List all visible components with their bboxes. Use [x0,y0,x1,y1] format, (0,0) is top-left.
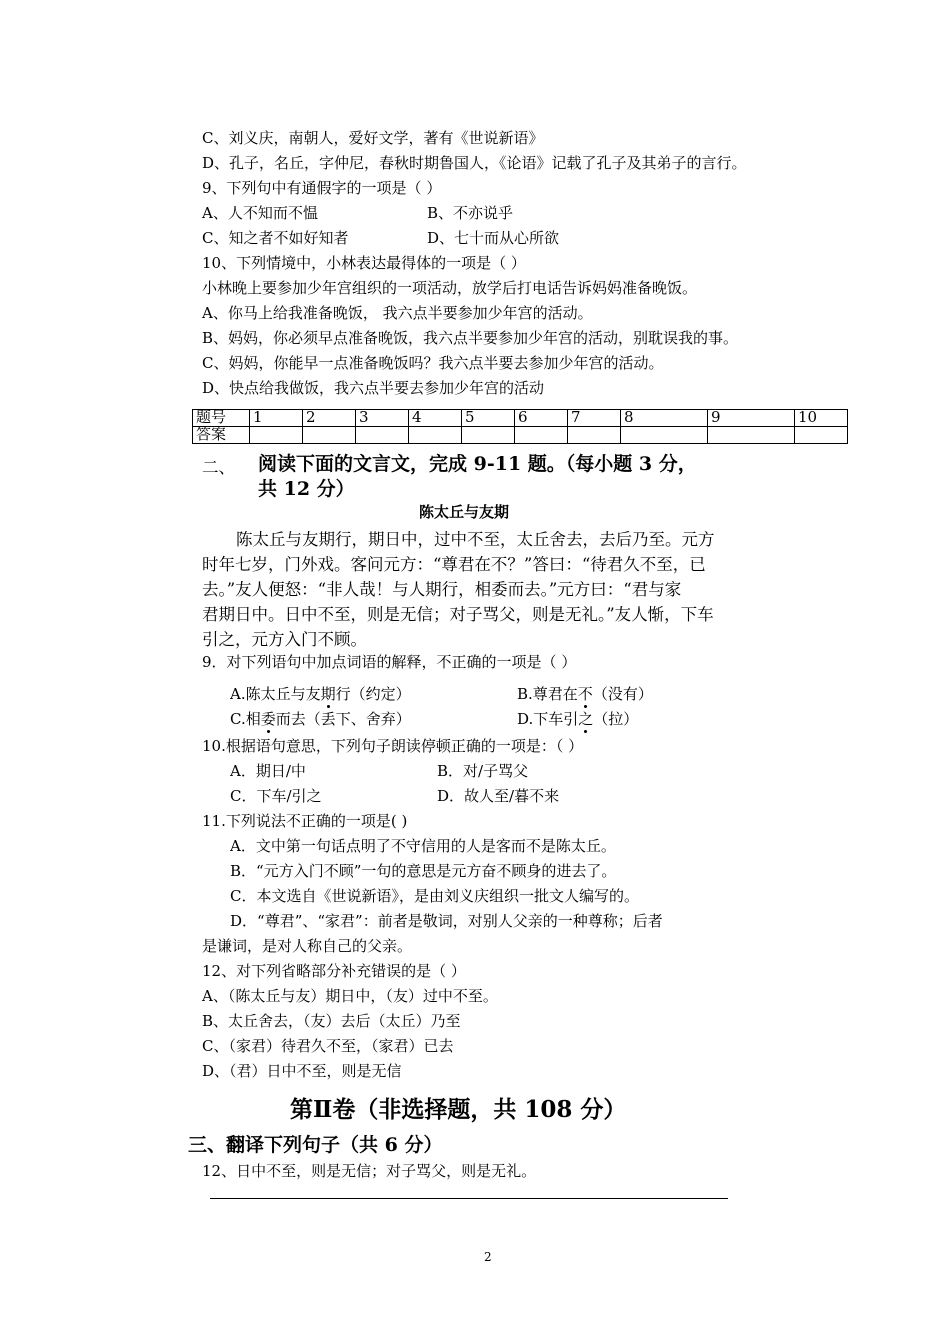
q10-option-d: D、快点给我做饭，我六点半要去参加少年宫的活动 [202,379,545,397]
answer-cell[interactable] [708,427,795,444]
dotted-word: 委 [260,710,276,728]
table-cell-number: 2 [303,410,356,427]
classical-q9-option-c [230,708,411,729]
classical-q10-option-b: B．对/子骂父 [437,762,529,780]
classical-q10-stem: 10.根据语句意思，下列句子朗读停顿正确的一项是：（ ） [202,737,584,755]
classical-q10-option-d: D．故人至/暮不来 [437,787,560,805]
classical-q11-option-d-cont: 是谦词，是对人称自己的父亲。 [202,937,413,955]
volume-2-title: 第Ⅱ卷（非选择题，共 108 分） [290,1096,627,1123]
answer-cell[interactable] [409,427,462,444]
q10-option-a: A、你马上给我准备晚饭， 我六点半要参加少年宫的活动。 [202,304,593,322]
answer-line[interactable] [210,1198,728,1199]
q10-option-c: C、妈妈，你能早一点准备晚饭吗？我六点半要去参加少年宫的活动。 [202,354,664,372]
table-answer-label: 答案 [193,427,250,444]
section-2-number: 二、 [202,458,235,477]
q10-context: 小林晚上要参加少年宫组织的一项活动，放学后打电话告诉妈妈准备晚饭。 [202,279,698,297]
passage-line: 陈太丘与友期行，期日中，过中不至，太丘舍去，去后乃至。元方 [236,530,715,549]
classical-q10-option-c: C．下车/引之 [230,787,322,805]
passage-line: 君期日中。日中不至，则是无信；对子骂父，则是无礼。”友人惭，下车 [202,605,714,624]
answer-cell[interactable] [462,427,515,444]
section-3-heading: 三、翻译下列句子（共 6 分） [188,1134,443,1156]
table-cell-number: 5 [462,410,515,427]
table-cell-number: 8 [621,410,708,427]
option-text: D.下车引 [517,710,579,728]
classical-q11-stem: 11.下列说法不正确的一项是( ) [202,812,408,830]
dotted-word: 不 [577,685,593,703]
passage-line: 时年七岁，门外戏。客问元方：“尊君在不？”答曰：“待君久不至，已 [202,555,706,574]
classical-q10-option-a: A．期日/中 [230,762,306,780]
classical-q11-option-d: D．“尊君”、“家君”：前者是敬词，对别人父亲的一种尊称；后者 [230,912,663,930]
table-cell-number: 7 [568,410,621,427]
classical-q12-option-d: D、（君）日中不至，则是无信 [202,1062,402,1080]
q8-option-d: D、孔子，名丘，字仲尼，春秋时期鲁国人，《论语》记载了孔子及其弟子的言行。 [202,154,747,172]
section-2-heading-cont: 共 12 分） [258,478,355,500]
option-text: 而去（丢下、舍弃） [275,710,411,728]
classical-q12-stem: 12、对下列省略部分补充错误的是（ ） [202,962,466,980]
answer-cell[interactable] [621,427,708,444]
answer-table-answer-row [193,427,848,444]
option-text: （拉） [593,710,639,728]
table-cell-number: 9 [708,410,795,427]
classical-q12-option-a: A、（陈太丘与友）期日中，（友）过中不至。 [202,987,498,1005]
passage-line: 引之，元方入门不顾。 [202,630,367,649]
dotted-word: 之 [578,710,594,728]
table-header-label: 题号 [193,410,250,427]
q10-stem: 10、下列情境中，小林表达最得体的一项是（ ） [202,254,526,272]
passage-line: 去。”友人便怒：“非人哉！与人期行，相委而去。”元方曰：“君与家 [202,580,682,599]
answer-cell[interactable] [795,427,848,444]
table-cell-number: 4 [409,410,462,427]
q9-option-d: D、七十而从心所欲 [427,229,560,247]
classical-q11-option-c: C．本文选自《世说新语》，是由刘义庆组织一批文人编写的。 [230,887,639,905]
answer-cell[interactable] [250,427,303,444]
option-text: C.相 [230,710,261,728]
passage-title: 陈太丘与友期 [419,503,510,521]
section-2-heading: 阅读下面的文言文，完成 9-11 题。（每小题 3 分， [258,453,697,475]
classical-q12-option-b: B、太丘舍去，（友）去后（太丘）乃至 [202,1012,461,1030]
classical-q9-stem: 9．对下列语句中加点词语的解释，不正确的一项是（ ） [202,653,577,671]
answer-cell[interactable] [356,427,409,444]
table-cell-number: 1 [250,410,303,427]
page-number: 2 [484,1250,492,1264]
classical-q11-option-a: A．文中第一句话点明了不守信用的人是客而不是陈太丘。 [230,837,616,855]
option-text: 行（约定） [335,685,411,703]
q9-option-a: A、人不知而不愠 [202,204,318,222]
answer-table-header-row [193,410,848,427]
table-cell-number: 3 [356,410,409,427]
q9-option-c: C、知之者不如好知者 [202,229,349,247]
classical-q12-option-c: C、（家君）待君久不至，（家君）已去 [202,1037,454,1055]
translation-q12: 12、日中不至，则是无信；对子骂父，则是无礼。 [202,1162,537,1180]
classical-q9-option-a [230,683,411,704]
q9-option-b: B、不亦说乎 [427,204,514,222]
option-text: （没有） [592,685,653,703]
table-cell-number: 10 [795,410,848,427]
classical-q11-option-b: B．“元方入门不顾”一句的意思是元方奋不顾身的进去了。 [230,862,617,880]
dotted-word: 期 [320,685,336,703]
q9-stem: 9、下列句中有通假字的一项是（ ） [202,179,442,197]
table-cell-number: 6 [515,410,568,427]
q10-option-b: B、妈妈，你必须早点准备晚饭，我六点半要参加少年宫的活动，别耽误我的事。 [202,329,739,347]
classical-q9-option-d [517,708,638,729]
option-text: A.陈太丘与友 [230,685,321,703]
q8-option-c: C、刘义庆，南朝人，爱好文学，著有《世说新语》 [202,129,544,147]
answer-cell[interactable] [303,427,356,444]
classical-q9-option-b [517,683,653,704]
option-text: B.尊君在 [517,685,578,703]
answer-cell[interactable] [568,427,621,444]
answer-table [192,409,848,444]
answer-cell[interactable] [515,427,568,444]
